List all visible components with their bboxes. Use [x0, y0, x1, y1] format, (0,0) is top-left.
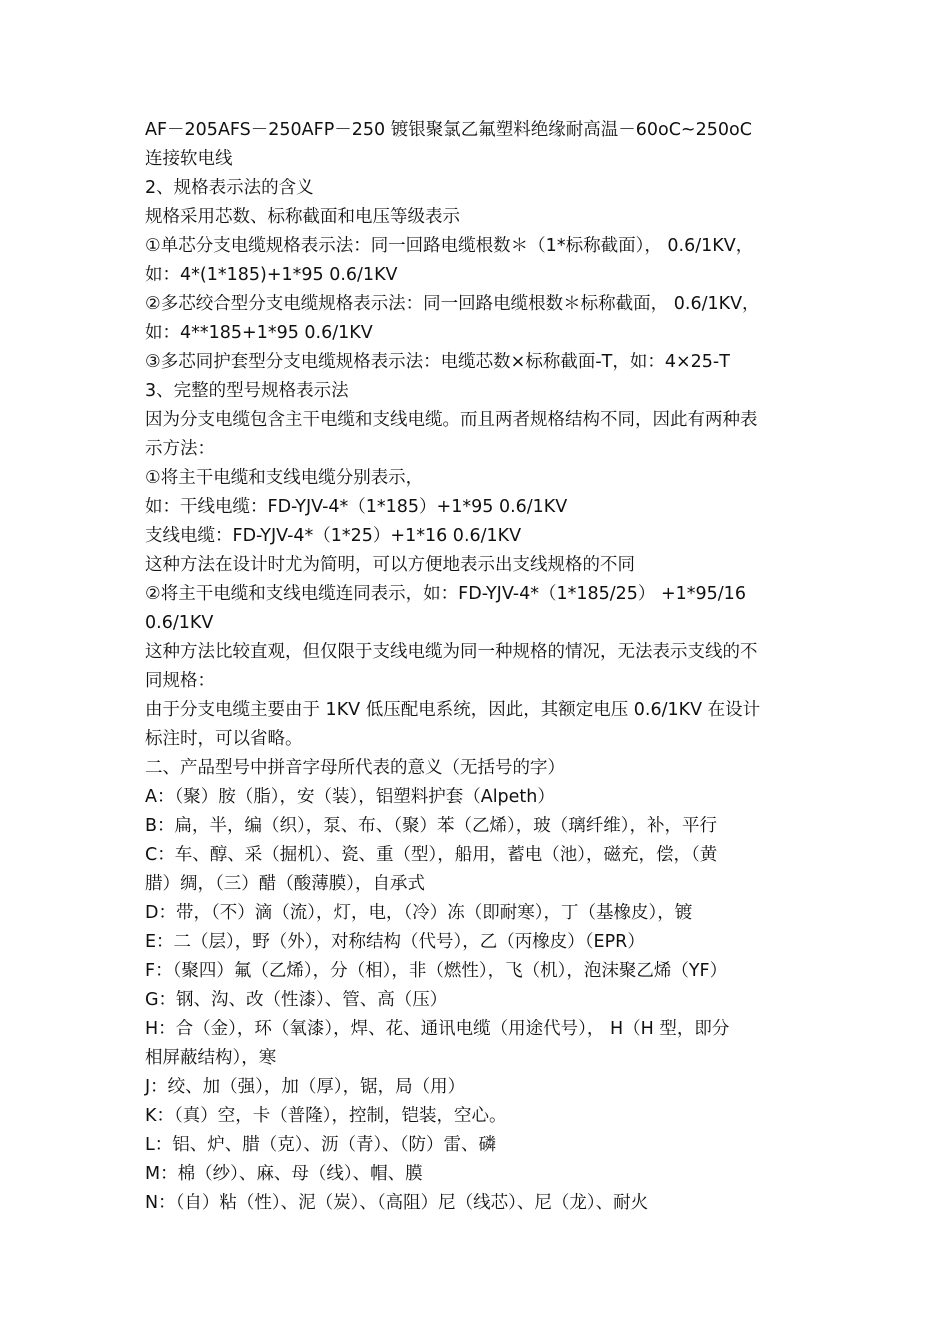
text-line-21: 由于分支电缆主要由于 1KV 低压配电系统，因此，其额定电压 0.6/1KV 在设计: [145, 700, 761, 720]
text-line-9: ③多芯同护套型分支电缆规格表示法：电缆芯数×标称截面-T，如：4×25-T: [145, 352, 730, 372]
text-line-12: 示方法：: [145, 439, 215, 459]
text-line-1: AF－205AFS－250AFP－250 镀银聚氯乙氟塑料绝缘耐高温－60oC~250oC: [145, 120, 752, 140]
text-line-19: 这种方法比较直观，但仅限于支线电缆为同一种规格的情况，无法表示支线的不: [145, 642, 758, 662]
letter-h-line: H：合（金），环（氧漆），焊、花、通讯电缆（用途代号）， H（H 型，即分: [145, 1019, 730, 1039]
section-heading-2: 2、规格表示法的含义: [145, 178, 314, 198]
text-line-4: 规格采用芯数、标称截面和电压等级表示: [145, 207, 460, 227]
text-line-5: ①单芯分支电缆规格表示法：同一回路电缆根数＊（1*标称截面）， 0.6/1KV，: [145, 236, 754, 256]
letter-m-line: M：棉（纱）、麻、母（线）、帽、膜: [145, 1164, 423, 1184]
letter-j-line: J：绞、加（强），加（厚），锯，局（用）: [145, 1077, 466, 1097]
letter-c-line: C：车、醇、采（掘机）、瓷、重（型），船用，蓄电（池），磁充，偿，（黄: [145, 845, 718, 865]
text-line-14: 如：干线电缆：FD-YJV-4*（1*185）+1*95 0.6/1KV: [145, 497, 568, 517]
letter-k-line: K：（真）空，卡（普隆），控制，铠装，空心。: [145, 1106, 507, 1126]
letter-a-line: A：（聚）胺（脂），安（装），铝塑料护套（Alpeth）: [145, 787, 555, 807]
text-line-8: 如：4**185+1*95 0.6/1KV: [145, 323, 373, 343]
text-line-6: 如：4*(1*185)+1*95 0.6/1KV: [145, 265, 398, 285]
letter-c-line-cont: 腊）绸，（三）醋（酸薄膜），自承式: [145, 874, 425, 894]
letter-h-line-cont: 相屏蔽结构），寒: [145, 1048, 277, 1068]
text-line-22: 标注时，可以省略。: [145, 729, 303, 749]
text-line-17: ②将主干电缆和支线电缆连同表示，如：FD-YJV-4*（1*185/25） +1*95/16: [145, 584, 746, 604]
text-line-2: 连接软电线: [145, 149, 233, 169]
section-heading-letters: 二、产品型号中拼音字母所代表的意义（无括号的字）: [145, 758, 565, 778]
letter-f-line: F：（聚四）氟（乙烯），分（相），非（燃性），飞（机），泡沫聚乙烯（YF）: [145, 961, 728, 981]
letter-l-line: L：铝、炉、腊（克）、沥（青）、（防）雷、磷: [145, 1135, 496, 1155]
letter-e-line: E：二（层），野（外），对称结构（代号），乙（丙橡皮）（EPR）: [145, 932, 645, 952]
text-line-15: 支线电缆：FD-YJV-4*（1*25）+1*16 0.6/1KV: [145, 526, 522, 546]
letter-b-line: B：扁，半，编（织），泵、布、（聚）苯（乙烯），玻（璃纤维），补，平行: [145, 816, 718, 836]
letter-n-line: N：（自）粘（性）、泥（炭）、（高阻）尼（线芯）、尼（龙）、耐火: [145, 1193, 649, 1213]
text-line-7: ②多芯绞合型分支电缆规格表示法：同一回路电缆根数＊标称截面， 0.6/1KV，: [145, 294, 760, 314]
text-line-18: 0.6/1KV: [145, 613, 214, 633]
text-line-20: 同规格：: [145, 671, 215, 691]
section-heading-3: 3、完整的型号规格表示法: [145, 381, 349, 401]
text-line-16: 这种方法在设计时尤为简明，可以方便地表示出支线规格的不同: [145, 555, 635, 575]
text-line-11: 因为分支电缆包含主干电缆和支线电缆。而且两者规格结构不同，因此有两种表: [145, 410, 758, 430]
letter-g-line: G：钢、沟、改（性漆）、管、高（压）: [145, 990, 448, 1010]
document-page: [145, 116, 810, 1218]
letter-d-line: D：带，（不）滴（流），灯，电，（冷）冻（即耐寒），丁（基橡皮），镀: [145, 903, 693, 923]
text-line-13: ①将主干电缆和支线电缆分别表示，: [145, 468, 424, 488]
